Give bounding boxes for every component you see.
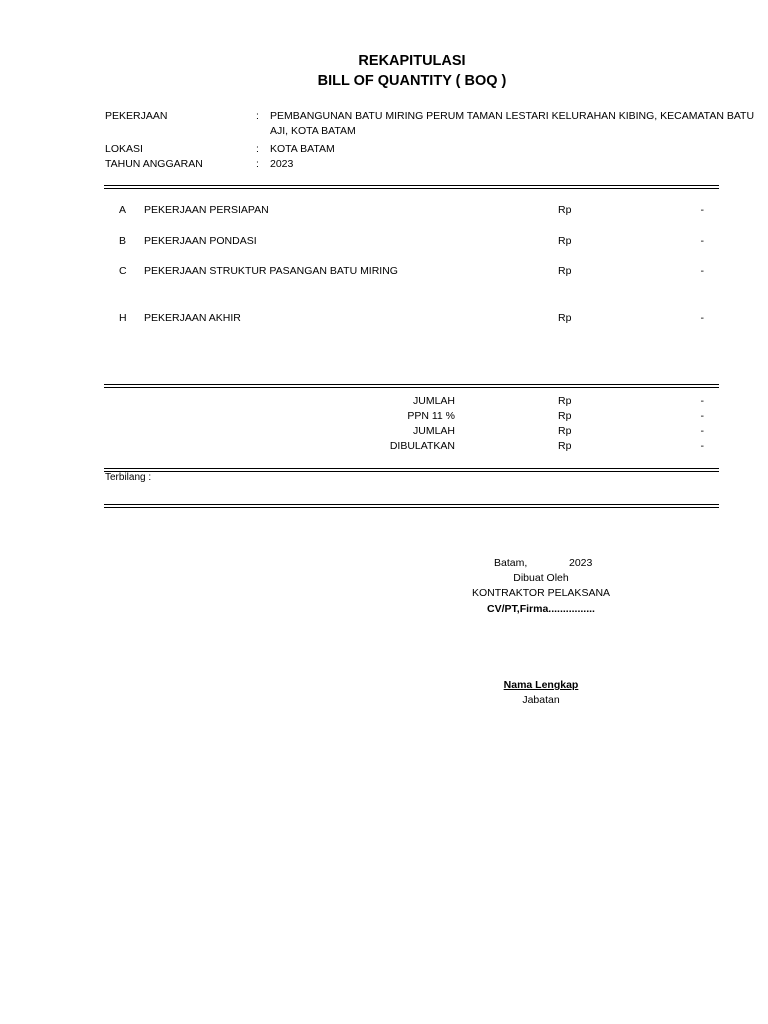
item-code: B: [119, 235, 127, 247]
total-label: JUMLAH: [412, 425, 455, 437]
divider-double: [104, 468, 719, 472]
total-amount: -: [700, 425, 704, 437]
document-title: REKAPITULASI: [358, 53, 466, 69]
item-name: PEKERJAAN STRUKTUR PASANGAN BATU MIRING: [144, 265, 398, 277]
info-label-pekerjaan: PEKERJAAN: [105, 110, 168, 122]
signature-role: KONTRAKTOR PELAKSANA: [471, 587, 611, 599]
signature-place: Batam,: [494, 557, 528, 569]
item-currency: Rp: [558, 312, 572, 324]
item-name: PEKERJAAN AKHIR: [144, 312, 241, 324]
total-currency: Rp: [558, 410, 572, 422]
item-amount: -: [700, 235, 704, 247]
signature-year: 2023: [569, 557, 593, 569]
total-label: PPN 11 %: [407, 410, 455, 422]
info-sep-tahun: :: [256, 158, 259, 170]
total-currency: Rp: [558, 395, 572, 407]
info-sep-lokasi: :: [256, 143, 259, 155]
total-label: DIBULATKAN: [389, 440, 455, 452]
item-currency: Rp: [558, 235, 572, 247]
signature-company: CV/PT,Firma................: [487, 603, 595, 615]
signature-made-by: Dibuat Oleh: [513, 572, 569, 584]
info-label-tahun: TAHUN ANGGARAN: [105, 158, 203, 170]
total-amount: -: [700, 410, 704, 422]
info-label-lokasi: LOKASI: [105, 143, 143, 155]
total-amount: -: [700, 395, 704, 407]
total-amount: -: [700, 440, 704, 452]
item-code: C: [119, 265, 127, 277]
info-value-pekerjaan-line1: PEMBANGUNAN BATU MIRING PERUM TAMAN LESTARI KELURAHAN KIBING, KECAMATAN BATU: [270, 110, 755, 122]
signature-name: Nama Lengkap: [503, 679, 579, 691]
item-currency: Rp: [558, 204, 572, 216]
info-sep-pekerjaan: :: [256, 110, 259, 122]
item-name: PEKERJAAN PONDASI: [144, 235, 257, 247]
info-value-lokasi: KOTA BATAM: [270, 143, 335, 155]
item-code: H: [119, 312, 127, 324]
item-amount: -: [700, 312, 704, 324]
total-currency: Rp: [558, 425, 572, 437]
signature-position: Jabatan: [522, 694, 560, 706]
total-currency: Rp: [558, 440, 572, 452]
divider-double: [104, 384, 719, 388]
item-amount: -: [700, 204, 704, 216]
divider-double: [104, 185, 719, 189]
total-label: JUMLAH: [412, 395, 455, 407]
item-code: A: [119, 204, 127, 216]
info-value-pekerjaan-line2: AJI, KOTA BATAM: [270, 125, 356, 137]
terbilang-label: Terbilang :: [105, 472, 152, 483]
divider-double: [104, 504, 719, 508]
info-value-tahun: 2023: [270, 158, 294, 170]
document-subtitle: BILL OF QUANTITY ( BOQ ): [317, 73, 507, 89]
item-currency: Rp: [558, 265, 572, 277]
item-amount: -: [700, 265, 704, 277]
item-name: PEKERJAAN PERSIAPAN: [144, 204, 269, 216]
